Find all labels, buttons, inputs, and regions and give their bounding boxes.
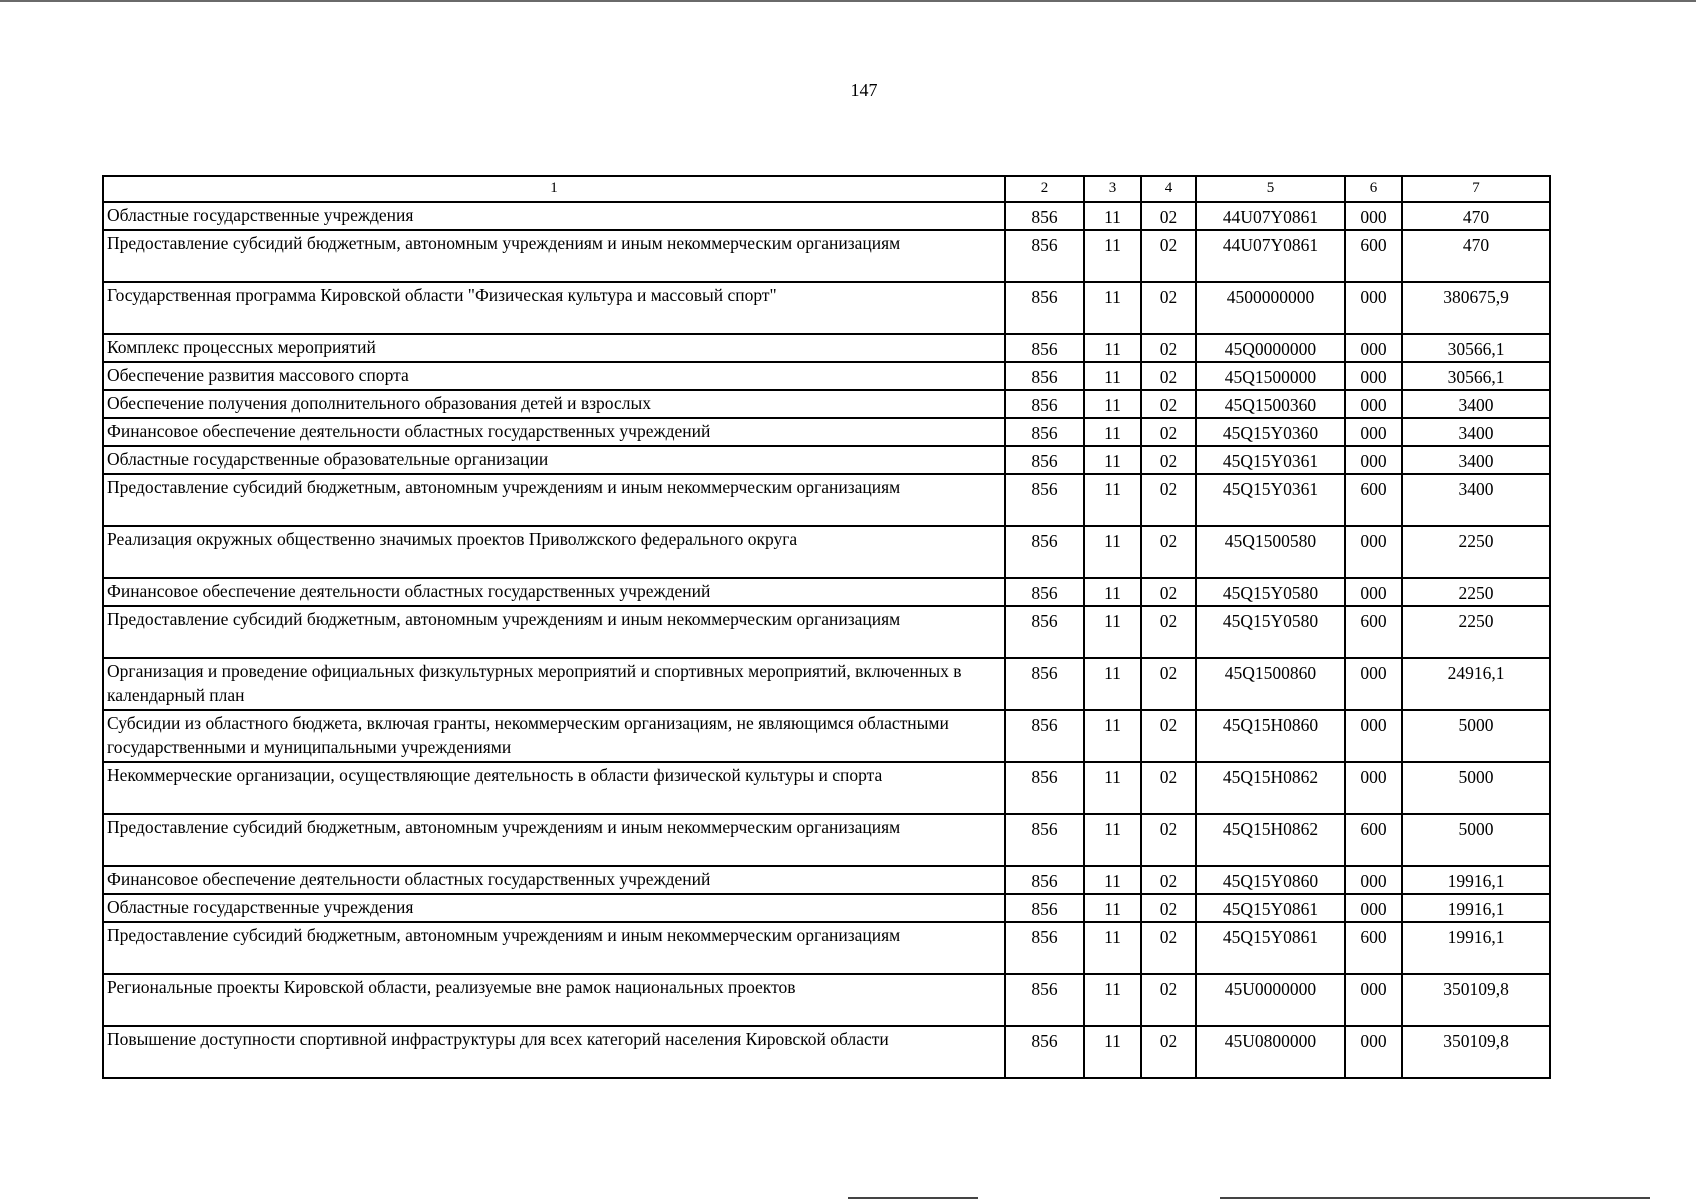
row-expense-type: 000 (1345, 446, 1402, 474)
column-header-4: 4 (1141, 176, 1196, 202)
row-expense-type: 600 (1345, 230, 1402, 282)
page-number: 147 (850, 80, 878, 100)
header-row (103, 176, 1550, 202)
row-amount: 3400 (1402, 418, 1550, 446)
row-name: Государственная программа Кировской области "Физическая культура и массовый спорт" (103, 282, 1005, 334)
row-subsection-code: 02 (1141, 606, 1196, 658)
row-subsection-code: 02 (1141, 334, 1196, 362)
row-ministry-code: 856 (1005, 282, 1084, 334)
row-section-code: 11 (1084, 762, 1141, 814)
table-row (103, 474, 1550, 526)
row-target-article: 45Q1500360 (1196, 390, 1345, 418)
row-ministry-code: 856 (1005, 974, 1084, 1026)
row-amount: 5000 (1402, 710, 1550, 762)
row-expense-type: 000 (1345, 658, 1402, 710)
row-subsection-code: 02 (1141, 1026, 1196, 1078)
table-row (103, 334, 1550, 362)
row-subsection-code: 02 (1141, 710, 1196, 762)
table-row (103, 922, 1550, 974)
row-amount: 2250 (1402, 578, 1550, 606)
row-ministry-code: 856 (1005, 922, 1084, 974)
row-target-article: 45Q15Y0580 (1196, 606, 1345, 658)
row-name: Областные государственные учреждения (103, 202, 1005, 230)
table-row (103, 526, 1550, 578)
row-ministry-code: 856 (1005, 362, 1084, 390)
row-ministry-code: 856 (1005, 418, 1084, 446)
row-expense-type: 000 (1345, 362, 1402, 390)
row-target-article: 45Q15H0862 (1196, 762, 1345, 814)
row-amount: 2250 (1402, 526, 1550, 578)
table-row (103, 974, 1550, 1026)
row-expense-type: 000 (1345, 282, 1402, 334)
table-row (103, 658, 1550, 710)
row-section-code: 11 (1084, 282, 1141, 334)
row-name: Обеспечение развития массового спорта (103, 362, 1005, 390)
column-header-3: 3 (1084, 176, 1141, 202)
table-row (103, 362, 1550, 390)
row-subsection-code: 02 (1141, 230, 1196, 282)
row-expense-type: 000 (1345, 1026, 1402, 1078)
row-section-code: 11 (1084, 1026, 1141, 1078)
row-subsection-code: 02 (1141, 282, 1196, 334)
row-target-article: 45Q15Y0860 (1196, 866, 1345, 894)
row-expense-type: 000 (1345, 710, 1402, 762)
row-section-code: 11 (1084, 606, 1141, 658)
row-amount: 19916,1 (1402, 866, 1550, 894)
row-amount: 350109,8 (1402, 1026, 1550, 1078)
row-subsection-code: 02 (1141, 390, 1196, 418)
row-ministry-code: 856 (1005, 230, 1084, 282)
row-section-code: 11 (1084, 390, 1141, 418)
row-expense-type: 600 (1345, 606, 1402, 658)
row-amount: 5000 (1402, 762, 1550, 814)
row-subsection-code: 02 (1141, 362, 1196, 390)
table-row (103, 418, 1550, 446)
row-target-article: 45Q1500860 (1196, 658, 1345, 710)
column-header-5: 5 (1196, 176, 1345, 202)
row-section-code: 11 (1084, 578, 1141, 606)
row-name: Субсидии из областного бюджета, включая гранты, некоммерческим организациям, не являющимся областными государственными и муниципальными учреждениями (103, 710, 1005, 762)
row-subsection-code: 02 (1141, 922, 1196, 974)
row-ministry-code: 856 (1005, 334, 1084, 362)
row-subsection-code: 02 (1141, 894, 1196, 922)
row-target-article: 45Q15Y0580 (1196, 578, 1345, 606)
row-ministry-code: 856 (1005, 606, 1084, 658)
row-expense-type: 000 (1345, 334, 1402, 362)
column-header-2: 2 (1005, 176, 1084, 202)
table-row (103, 578, 1550, 606)
row-section-code: 11 (1084, 658, 1141, 710)
row-target-article: 4500000000 (1196, 282, 1345, 334)
row-expense-type: 000 (1345, 578, 1402, 606)
row-subsection-code: 02 (1141, 866, 1196, 894)
row-amount: 30566,1 (1402, 334, 1550, 362)
row-amount: 3400 (1402, 390, 1550, 418)
row-name: Финансовое обеспечение деятельности областных государственных учреждений (103, 418, 1005, 446)
row-ministry-code: 856 (1005, 474, 1084, 526)
row-expense-type: 600 (1345, 922, 1402, 974)
row-target-article: 45Q15Y0360 (1196, 418, 1345, 446)
row-ministry-code: 856 (1005, 390, 1084, 418)
scan-edge-line (1220, 1197, 1650, 1199)
row-expense-type: 000 (1345, 390, 1402, 418)
row-section-code: 11 (1084, 202, 1141, 230)
row-subsection-code: 02 (1141, 658, 1196, 710)
row-ministry-code: 856 (1005, 658, 1084, 710)
row-expense-type: 000 (1345, 418, 1402, 446)
row-target-article: 45Q1500580 (1196, 526, 1345, 578)
row-expense-type: 600 (1345, 814, 1402, 866)
table-row (103, 762, 1550, 814)
row-ministry-code: 856 (1005, 710, 1084, 762)
row-subsection-code: 02 (1141, 446, 1196, 474)
row-name: Реализация окружных общественно значимых проектов Приволжского федерального округа (103, 526, 1005, 578)
row-amount: 380675,9 (1402, 282, 1550, 334)
table-row (103, 282, 1550, 334)
row-ministry-code: 856 (1005, 866, 1084, 894)
row-expense-type: 000 (1345, 202, 1402, 230)
row-name: Областные государственные образовательные организации (103, 446, 1005, 474)
row-name: Финансовое обеспечение деятельности областных государственных учреждений (103, 866, 1005, 894)
row-name: Комплекс процессных мероприятий (103, 334, 1005, 362)
row-subsection-code: 02 (1141, 526, 1196, 578)
row-name: Предоставление субсидий бюджетным, автономным учреждениям и иным некоммерческим организациям (103, 814, 1005, 866)
budget-table (102, 175, 1551, 1079)
row-amount: 19916,1 (1402, 894, 1550, 922)
row-name: Некоммерческие организации, осуществляющие деятельность в области физической культуры и спорта (103, 762, 1005, 814)
row-name: Предоставление субсидий бюджетным, автономным учреждениям и иным некоммерческим организациям (103, 474, 1005, 526)
row-ministry-code: 856 (1005, 762, 1084, 814)
row-target-article: 44U07Y0861 (1196, 202, 1345, 230)
row-target-article: 45Q15Y0361 (1196, 474, 1345, 526)
row-section-code: 11 (1084, 974, 1141, 1026)
row-target-article: 45U0000000 (1196, 974, 1345, 1026)
row-subsection-code: 02 (1141, 418, 1196, 446)
row-expense-type: 000 (1345, 974, 1402, 1026)
row-section-code: 11 (1084, 922, 1141, 974)
row-amount: 470 (1402, 230, 1550, 282)
row-ministry-code: 856 (1005, 202, 1084, 230)
row-name: Финансовое обеспечение деятельности областных государственных учреждений (103, 578, 1005, 606)
row-amount: 2250 (1402, 606, 1550, 658)
row-expense-type: 600 (1345, 474, 1402, 526)
table-row (103, 606, 1550, 658)
row-section-code: 11 (1084, 418, 1141, 446)
row-name: Обеспечение получения дополнительного образования детей и взрослых (103, 390, 1005, 418)
row-subsection-code: 02 (1141, 202, 1196, 230)
row-amount: 19916,1 (1402, 922, 1550, 974)
row-target-article: 45Q15Y0861 (1196, 922, 1345, 974)
row-amount: 24916,1 (1402, 658, 1550, 710)
row-name: Областные государственные учреждения (103, 894, 1005, 922)
row-ministry-code: 856 (1005, 1026, 1084, 1078)
row-name: Предоставление субсидий бюджетным, автономным учреждениям и иным некоммерческим организациям (103, 606, 1005, 658)
row-subsection-code: 02 (1141, 578, 1196, 606)
row-section-code: 11 (1084, 710, 1141, 762)
table-row (103, 894, 1550, 922)
row-amount: 350109,8 (1402, 974, 1550, 1026)
row-subsection-code: 02 (1141, 814, 1196, 866)
row-target-article: 45Q15Y0861 (1196, 894, 1345, 922)
column-header-1: 1 (103, 176, 1005, 202)
table-row (103, 866, 1550, 894)
row-ministry-code: 856 (1005, 894, 1084, 922)
table-row (103, 390, 1550, 418)
row-subsection-code: 02 (1141, 762, 1196, 814)
row-section-code: 11 (1084, 334, 1141, 362)
row-name: Предоставление субсидий бюджетным, автономным учреждениям и иным некоммерческим организациям (103, 922, 1005, 974)
table-row (103, 710, 1550, 762)
row-section-code: 11 (1084, 814, 1141, 866)
scan-edge-line (0, 0, 1696, 2)
row-amount: 5000 (1402, 814, 1550, 866)
row-subsection-code: 02 (1141, 474, 1196, 526)
row-expense-type: 000 (1345, 526, 1402, 578)
row-ministry-code: 856 (1005, 814, 1084, 866)
table-row (103, 230, 1550, 282)
table-row (103, 1026, 1550, 1078)
row-amount: 470 (1402, 202, 1550, 230)
row-amount: 3400 (1402, 474, 1550, 526)
row-expense-type: 000 (1345, 762, 1402, 814)
row-target-article: 45Q15H0860 (1196, 710, 1345, 762)
column-header-7: 7 (1402, 176, 1550, 202)
table-row (103, 814, 1550, 866)
table-row (103, 202, 1550, 230)
row-subsection-code: 02 (1141, 974, 1196, 1026)
row-ministry-code: 856 (1005, 526, 1084, 578)
row-target-article: 45Q15Y0361 (1196, 446, 1345, 474)
row-target-article: 45Q15H0862 (1196, 814, 1345, 866)
row-section-code: 11 (1084, 526, 1141, 578)
row-name: Предоставление субсидий бюджетным, автономным учреждениям и иным некоммерческим организациям (103, 230, 1005, 282)
row-section-code: 11 (1084, 474, 1141, 526)
row-target-article: 45Q0000000 (1196, 334, 1345, 362)
row-expense-type: 000 (1345, 866, 1402, 894)
row-target-article: 45Q1500000 (1196, 362, 1345, 390)
column-header-6: 6 (1345, 176, 1402, 202)
row-section-code: 11 (1084, 230, 1141, 282)
row-name: Региональные проекты Кировской области, реализуемые вне рамок национальных проектов (103, 974, 1005, 1026)
row-section-code: 11 (1084, 894, 1141, 922)
row-amount: 3400 (1402, 446, 1550, 474)
row-name: Организация и проведение официальных физкультурных мероприятий и спортивных мероприятий, включенных в календарный план (103, 658, 1005, 710)
table-row (103, 446, 1550, 474)
row-expense-type: 000 (1345, 894, 1402, 922)
scan-edge-line (848, 1197, 978, 1199)
row-name: Повышение доступности спортивной инфраструктуры для всех категорий населения Кировской области (103, 1026, 1005, 1078)
row-target-article: 44U07Y0861 (1196, 230, 1345, 282)
row-ministry-code: 856 (1005, 446, 1084, 474)
row-section-code: 11 (1084, 362, 1141, 390)
row-section-code: 11 (1084, 866, 1141, 894)
row-amount: 30566,1 (1402, 362, 1550, 390)
row-target-article: 45U0800000 (1196, 1026, 1345, 1078)
row-section-code: 11 (1084, 446, 1141, 474)
row-ministry-code: 856 (1005, 578, 1084, 606)
